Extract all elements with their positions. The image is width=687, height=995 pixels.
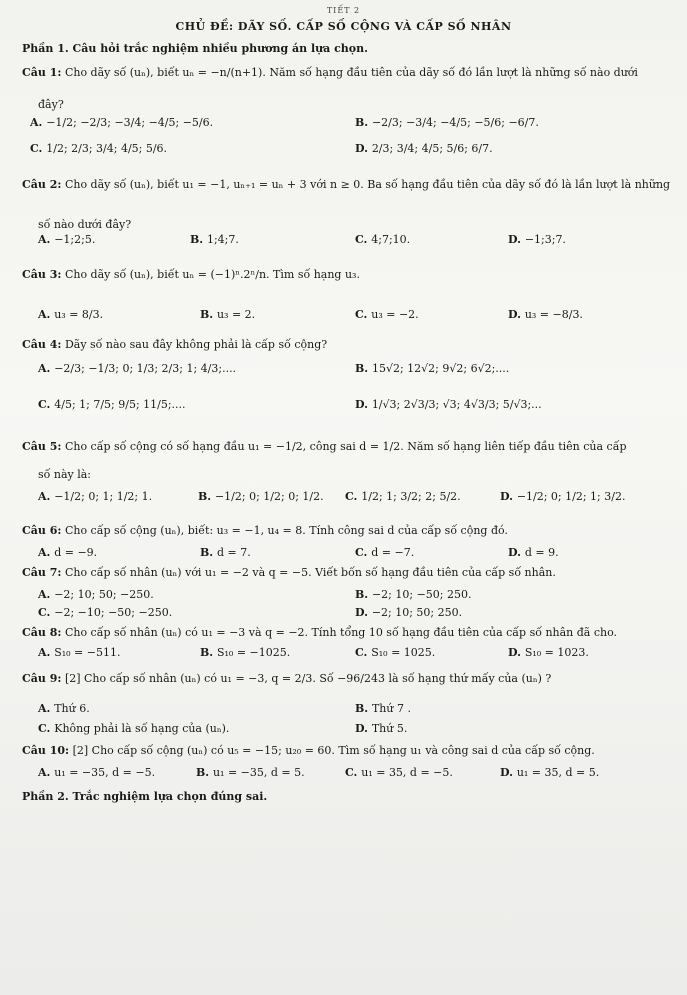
- q8-option-a: A. S₁₀ = −511.: [38, 646, 121, 659]
- q1-option-d: D. 2/3; 3/4; 4/5; 5/6; 6/7.: [355, 142, 493, 155]
- q6-option-d: D. d = 9.: [508, 546, 559, 559]
- q9-option-c: C. Không phải là số hạng của (uₙ).: [38, 722, 230, 735]
- q5-option-b: B. −1/2; 0; 1/2; 0; 1/2.: [198, 490, 324, 503]
- q6-option-c: C. d = −7.: [355, 546, 415, 559]
- q4-stem: Câu 4: Dãy số nào sau đây không phải là cấp số cộng?: [22, 338, 328, 351]
- q10-option-c: C. u₁ = 35, d = −5.: [345, 766, 453, 779]
- q2-option-b: B. 1;4;7.: [190, 233, 239, 246]
- q4-option-a: A. −2/3; −1/3; 0; 1/3; 2/3; 1; 4/3;....: [38, 362, 237, 375]
- q5-stem-cont: số này là:: [38, 468, 92, 481]
- q10-option-d: D. u₁ = 35, d = 5.: [500, 766, 600, 779]
- q2-stem-cont: số nào dưới đây?: [38, 218, 132, 231]
- q6-option-b: B. d = 7.: [200, 546, 251, 559]
- q8-option-d: D. S₁₀ = 1023.: [508, 646, 589, 659]
- q10-option-b: B. u₁ = −35, d = 5.: [196, 766, 305, 779]
- q9-option-d: D. Thứ 5.: [355, 722, 408, 735]
- q10-option-a: A. u₁ = −35, d = −5.: [38, 766, 156, 779]
- q7-option-c: C. −2; −10; −50; −250.: [38, 606, 173, 619]
- q3-option-b: B. u₃ = 2.: [200, 308, 256, 321]
- q9-stem: Câu 9: [2] Cho cấp số nhân (uₙ) có u₁ = −3, q = 2/3. Số −96/243 là số hạng thứ mấy của (uₙ) ?: [22, 672, 552, 685]
- q1-option-c: C. 1/2; 2/3; 3/4; 4/5; 5/6.: [30, 142, 168, 155]
- q9-option-b: B. Thứ 7 .: [355, 702, 411, 715]
- q8-option-c: C. S₁₀ = 1025.: [355, 646, 436, 659]
- q4-option-c: C. 4/5; 1; 7/5; 9/5; 11/5;....: [38, 398, 186, 411]
- q1-option-b: B. −2/3; −3/4; −4/5; −5/6; −6/7.: [355, 116, 539, 129]
- q4-option-b: B. 15√2; 12√2; 9√2; 6√2;....: [355, 362, 510, 375]
- q1-option-a: A. −1/2; −2/3; −3/4; −4/5; −5/6.: [30, 116, 214, 129]
- q4-option-d: D. 1/√3; 2√3/3; √3; 4√3/3; 5/√3;...: [355, 398, 542, 411]
- q5-stem: Câu 5: Cho cấp số cộng có số hạng đầu u₁ = −1/2, công sai d = 1/2. Năm số hạng liên tiếp đầu tiên của cấp: [22, 440, 627, 453]
- q2-option-a: A. −1;2;5.: [38, 233, 96, 246]
- q1-stem: Câu 1: Cho dãy số (uₙ), biết uₙ = −n/(n+1). Năm số hạng đầu tiên của dãy số đó lần lượt là những số nào dưới: [22, 66, 638, 79]
- q3-option-a: A. u₃ = 8/3.: [38, 308, 104, 321]
- q5-option-a: A. −1/2; 0; 1; 1/2; 1.: [38, 490, 153, 503]
- q8-option-b: B. S₁₀ = −1025.: [200, 646, 291, 659]
- q6-stem: Câu 6: Cho cấp số cộng (uₙ), biết: u₃ = −1, u₄ = 8. Tính công sai d của cấp số cộng đó.: [22, 524, 508, 537]
- q10-stem: Câu 10: [2] Cho cấp số cộng (uₙ) có u₅ = −15; u₂₀ = 60. Tìm số hạng u₁ và công sai d của cấp số cộng.: [22, 744, 595, 757]
- q2-option-c: C. 4;7;10.: [355, 233, 411, 246]
- topic-title: CHỦ ĐỀ: DÃY SỐ. CẤP SỐ CỘNG VÀ CẤP SỐ NHÂN: [175, 20, 512, 33]
- q2-stem: Câu 2: Cho dãy số (uₙ), biết u₁ = −1, uₙ₊₁ = uₙ + 3 với n ≥ 0. Ba số hạng đầu tiên của dãy số đó là lần lượt là những: [22, 178, 671, 191]
- q8-stem: Câu 8: Cho cấp số nhân (uₙ) có u₁ = −3 và q = −2. Tính tổng 10 số hạng đầu tiên của cấp số nhân đã cho.: [22, 626, 618, 639]
- q7-option-d: D. −2; 10; 50; 250.: [355, 606, 463, 619]
- q6-option-a: A. d = −9.: [38, 546, 98, 559]
- part1-heading: Phần 1. Câu hỏi trắc nghiệm nhiều phương án lựa chọn.: [22, 42, 368, 55]
- q7-stem: Câu 7: Cho cấp số nhân (uₙ) với u₁ = −2 và q = −5. Viết bốn số hạng đầu tiên của cấp số nhân.: [22, 566, 556, 579]
- q1-stem-cont: đây?: [38, 98, 64, 111]
- q7-option-a: A. −2; 10; 50; −250.: [38, 588, 154, 601]
- q5-option-c: C. 1/2; 1; 3/2; 2; 5/2.: [345, 490, 461, 503]
- q9-option-a: A. Thứ 6.: [38, 702, 90, 715]
- q5-option-d: D. −1/2; 0; 1/2; 1; 3/2.: [500, 490, 626, 503]
- part2-heading: Phần 2. Trắc nghiệm lựa chọn đúng sai.: [22, 790, 268, 803]
- q3-option-c: C. u₃ = −2.: [355, 308, 419, 321]
- q3-stem: Câu 3: Cho dãy số (uₙ), biết uₙ = (−1)ⁿ.2ⁿ/n. Tìm số hạng u₃.: [22, 268, 360, 281]
- q7-option-b: B. −2; 10; −50; 250.: [355, 588, 472, 601]
- q3-option-d: D. u₃ = −8/3.: [508, 308, 583, 321]
- q2-option-d: D. −1;3;7.: [508, 233, 566, 246]
- lesson-label: TIẾT 2: [326, 6, 361, 15]
